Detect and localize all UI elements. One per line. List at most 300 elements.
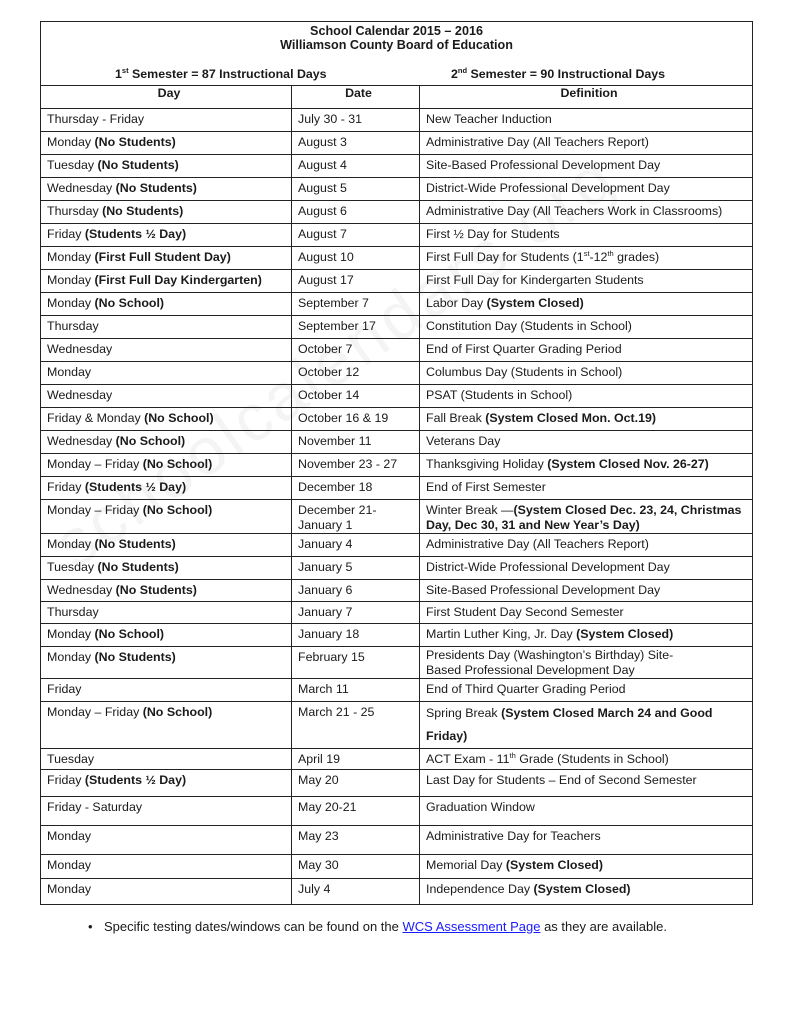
date-text: January 7 (298, 605, 353, 619)
table-row (41, 500, 753, 534)
table-row (41, 702, 753, 749)
definition-note: (System Closed March 24 and Good Friday) (426, 706, 713, 743)
definition-cell (420, 247, 753, 270)
definition-cell-text (426, 362, 752, 380)
date-cell (292, 557, 420, 580)
definition-cell (420, 534, 753, 557)
date-cell (292, 362, 420, 385)
day-cell-text (47, 293, 291, 311)
definition-text: Martin Luther King, Jr. Day (426, 627, 577, 641)
day-cell-text (47, 109, 291, 127)
title-cell (41, 22, 753, 86)
table-row (41, 385, 753, 408)
day-cell (41, 385, 292, 408)
date-text: May 20 (298, 773, 339, 787)
date-cell (292, 385, 420, 408)
table-row (41, 855, 753, 879)
definition-note: (System Closed) (533, 882, 631, 896)
definition-cell (420, 624, 753, 647)
day-cell-text (47, 385, 291, 403)
day-cell-text (47, 770, 291, 788)
definition-text: Independence Day (426, 882, 534, 896)
footer-note (88, 919, 667, 934)
definition-text: Grade (Students in School) (515, 752, 669, 766)
date-cell (292, 454, 420, 477)
day-cell-text (47, 362, 291, 380)
definition-text: Presidents Day (Washington’s Birthday) Site-Based Professional Development Day (426, 648, 674, 677)
date-text: March 11 (298, 682, 349, 696)
date-text: October 14 (298, 388, 360, 402)
definition-text: Administrative Day (All Teachers Report) (426, 537, 649, 551)
day-cell (41, 454, 292, 477)
definition-text: PSAT (Students in School) (426, 388, 573, 402)
table-row (41, 879, 753, 905)
table-row (41, 770, 753, 797)
definition-cell (420, 316, 753, 339)
day-cell (41, 702, 292, 749)
calendar-table (40, 21, 753, 905)
day-text: Monday (47, 829, 92, 843)
definition-cell-text (426, 385, 752, 403)
day-cell (41, 500, 292, 534)
definition-text: grades) (613, 250, 660, 264)
day-note: (No School) (94, 627, 165, 641)
date-text: August 4 (298, 158, 347, 172)
day-text: Tuesday (47, 752, 95, 766)
table-row (41, 362, 753, 385)
date-cell (292, 408, 420, 431)
definition-cell (420, 702, 753, 749)
title-row (41, 22, 753, 86)
day-note: (No School) (115, 434, 186, 448)
day-cell (41, 109, 292, 132)
definition-cell (420, 270, 753, 293)
definition-text: Administrative Day (All Teachers Work in Classrooms) (426, 204, 723, 218)
definition-cell-text (426, 534, 752, 552)
definition-text: First Full Day for Kindergarten Students (426, 273, 644, 287)
definition-note: (System Closed Dec. 23, 24, Christmas Day, Dec 30, 31 and New Year’s Day) (426, 503, 742, 532)
definition-text: Columbus Day (Students in School) (426, 365, 623, 379)
date-text: May 30 (298, 858, 339, 872)
day-cell-text (47, 155, 291, 173)
day-note: (Students ½ Day) (84, 773, 187, 787)
column-header-day: Day (41, 86, 292, 109)
day-cell (41, 270, 292, 293)
day-cell (41, 879, 292, 905)
wcs-assessment-page-link[interactable]: WCS Assessment Page (402, 919, 541, 934)
definition-note: (System Closed Mon. Oct.19) (485, 411, 656, 425)
day-note: (No School) (94, 296, 165, 310)
date-text: May 23 (298, 829, 339, 843)
date-cell (292, 879, 420, 905)
definition-text: Administrative Day (All Teachers Report) (426, 135, 649, 149)
day-cell (41, 132, 292, 155)
definition-cell (420, 201, 753, 224)
date-text: July 30 - 31 (298, 112, 363, 126)
definition-cell-text (426, 602, 752, 620)
day-text: Monday – Friday (47, 503, 143, 517)
definition-cell (420, 749, 753, 770)
table-row (41, 270, 753, 293)
definition-cell (420, 454, 753, 477)
day-note: (No Students) (97, 560, 179, 574)
table-row (41, 647, 753, 679)
definition-text: End of Third Quarter Grading Period (426, 682, 626, 696)
calendar-subtitle: Williamson County Board of Education (280, 38, 513, 52)
date-text: December 21- January 1 (298, 503, 377, 532)
definition-cell (420, 385, 753, 408)
table-row (41, 201, 753, 224)
date-cell (292, 679, 420, 702)
date-text: September 17 (298, 319, 376, 333)
definition-text: First Student Day Second Semester (426, 605, 624, 619)
definition-cell-text (426, 797, 752, 815)
date-cell (292, 477, 420, 500)
definition-cell-text (426, 408, 752, 426)
day-cell-text (47, 826, 291, 844)
definition-note: (System Closed Nov. 26-27) (547, 457, 709, 471)
definition-cell (420, 132, 753, 155)
day-cell (41, 362, 292, 385)
day-note: (Students ½ Day) (84, 480, 187, 494)
day-note: (No Students) (115, 181, 197, 195)
table-row (41, 247, 753, 270)
definition-cell-text (426, 477, 752, 495)
day-text: Thursday - Friday (47, 112, 145, 126)
definition-text: First Full Day for Students (1 (426, 250, 584, 264)
definition-cell (420, 431, 753, 454)
day-cell (41, 580, 292, 602)
day-text: Monday – Friday (47, 457, 143, 471)
day-cell-text (47, 797, 291, 815)
definition-cell (420, 500, 753, 534)
day-text: Friday & Monday (47, 411, 145, 425)
date-cell (292, 602, 420, 624)
day-text: Friday (47, 227, 85, 241)
day-note: (First Full Student Day) (94, 250, 231, 264)
definition-cell-text (426, 247, 752, 265)
day-cell (41, 602, 292, 624)
ordinal-suffix: th (509, 751, 516, 760)
day-cell-text (47, 602, 291, 620)
day-cell-text (47, 580, 291, 598)
date-text: May 20-21 (298, 800, 357, 814)
table-row (41, 109, 753, 132)
day-cell-text (47, 339, 291, 357)
date-cell (292, 431, 420, 454)
table-row (41, 624, 753, 647)
column-header-date: Date (292, 86, 420, 109)
day-cell (41, 557, 292, 580)
semester-1-suffix: st (121, 66, 129, 75)
definition-cell-text (426, 580, 752, 598)
day-text: Wednesday (47, 342, 113, 356)
date-text: October 16 & 19 (298, 411, 389, 425)
day-text: Monday (47, 882, 92, 896)
definition-text: Veterans Day (426, 434, 501, 448)
table-row (41, 557, 753, 580)
day-note: (First Full Day Kindergarten) (94, 273, 262, 287)
definition-text: Memorial Day (426, 858, 506, 872)
definition-cell (420, 826, 753, 855)
day-note: (No School) (142, 457, 213, 471)
day-text: Tuesday (47, 560, 98, 574)
definition-cell (420, 580, 753, 602)
definition-text: Constitution Day (Students in School) (426, 319, 632, 333)
day-text: Friday (47, 480, 85, 494)
definition-cell-text (426, 500, 752, 533)
day-cell-text (47, 247, 291, 265)
day-cell (41, 224, 292, 247)
definition-cell-text (426, 293, 752, 311)
definition-cell (420, 879, 753, 905)
day-text: Thursday (47, 204, 103, 218)
definition-cell-text (426, 647, 686, 678)
day-cell-text (47, 408, 291, 426)
day-cell (41, 770, 292, 797)
table-row (41, 408, 753, 431)
date-cell (292, 270, 420, 293)
semester-1-text: Semester = 87 Instructional Days (128, 67, 327, 81)
bullet-icon: • (88, 919, 93, 934)
date-text: January 18 (298, 627, 360, 641)
definition-cell (420, 679, 753, 702)
definition-text: Administrative Day for Teachers (426, 829, 601, 843)
definition-cell-text (426, 826, 752, 844)
day-text: Monday (47, 858, 92, 872)
definition-cell-text (426, 770, 752, 788)
definition-text: Site-Based Professional Development Day (426, 583, 661, 597)
date-text: August 7 (298, 227, 347, 241)
ordinal-suffix: st (583, 249, 590, 258)
definition-text: Fall Break (426, 411, 486, 425)
definition-cell-text (426, 155, 752, 173)
date-text: November 23 - 27 (298, 457, 398, 471)
table-row (41, 132, 753, 155)
day-cell-text (47, 224, 291, 242)
definition-cell (420, 339, 753, 362)
day-note: (No Students) (94, 537, 176, 551)
table-row (41, 826, 753, 855)
ordinal-suffix: th (607, 249, 614, 258)
definition-text: District-Wide Professional Development Day (426, 181, 670, 195)
date-text: January 5 (298, 560, 353, 574)
definition-cell-text (426, 224, 752, 242)
date-cell (292, 855, 420, 879)
definition-text: District-Wide Professional Development Day (426, 560, 670, 574)
definition-cell (420, 602, 753, 624)
day-cell-text (47, 431, 291, 449)
table-row (41, 224, 753, 247)
date-text: December 18 (298, 480, 373, 494)
date-cell (292, 647, 420, 679)
day-note: (Students ½ Day) (84, 227, 187, 241)
date-cell (292, 749, 420, 770)
date-cell (292, 826, 420, 855)
day-text: Thursday (47, 319, 99, 333)
date-cell (292, 624, 420, 647)
definition-cell-text (426, 679, 752, 697)
day-cell (41, 679, 292, 702)
date-cell (292, 109, 420, 132)
definition-text: End of First Quarter Grading Period (426, 342, 622, 356)
footer-text-before: Specific testing dates/windows can be found on the (104, 919, 403, 934)
day-text: Monday – Friday (47, 705, 143, 719)
date-text: January 6 (298, 583, 353, 597)
definition-cell (420, 178, 753, 201)
day-cell (41, 201, 292, 224)
definition-cell-text (426, 855, 752, 873)
definition-text: New Teacher Induction (426, 112, 552, 126)
definition-text: -12 (589, 250, 608, 264)
day-cell (41, 247, 292, 270)
table-row (41, 316, 753, 339)
date-cell (292, 201, 420, 224)
table-row (41, 431, 753, 454)
definition-note: (System Closed) (505, 858, 603, 872)
day-text: Monday (47, 273, 95, 287)
definition-cell (420, 477, 753, 500)
day-text: Wednesday (47, 583, 116, 597)
definition-text: Graduation Window (426, 800, 535, 814)
definition-cell (420, 224, 753, 247)
date-text: August 3 (298, 135, 347, 149)
semester-1-ordinal: 1 (115, 67, 122, 81)
day-text: Friday (47, 773, 85, 787)
day-note: (No Students) (97, 158, 179, 172)
table-row (41, 293, 753, 316)
column-header-definition: Definition (420, 86, 753, 109)
day-text: Tuesday (47, 158, 98, 172)
day-cell (41, 431, 292, 454)
definition-note: (System Closed) (486, 296, 584, 310)
definition-text: End of First Semester (426, 480, 546, 494)
date-cell (292, 770, 420, 797)
day-cell (41, 408, 292, 431)
day-cell (41, 534, 292, 557)
definition-note: (System Closed) (576, 627, 674, 641)
date-text: August 6 (298, 204, 347, 218)
day-cell-text (47, 624, 291, 642)
day-text: Monday (47, 627, 95, 641)
day-note: (No School) (144, 411, 214, 425)
definition-text: ACT Exam - 11 (426, 752, 510, 766)
day-cell (41, 749, 292, 770)
date-cell (292, 293, 420, 316)
day-cell-text (47, 316, 291, 334)
date-cell (292, 702, 420, 749)
date-text: November 11 (298, 434, 372, 448)
column-header-row (41, 86, 753, 109)
day-cell-text (47, 879, 291, 897)
definition-cell-text (426, 431, 752, 449)
day-text: Monday (47, 365, 92, 379)
day-cell (41, 624, 292, 647)
definition-cell-text (426, 454, 752, 472)
definition-cell (420, 647, 753, 679)
day-cell-text (47, 132, 291, 150)
definition-cell (420, 408, 753, 431)
definition-cell-text (426, 132, 752, 150)
day-text: Monday (47, 537, 95, 551)
definition-text: First ½ Day for Students (426, 227, 560, 241)
day-cell (41, 293, 292, 316)
day-note: (No Students) (94, 650, 176, 664)
definition-cell (420, 557, 753, 580)
definition-cell-text (426, 316, 752, 334)
date-text: July 4 (298, 882, 331, 896)
definition-cell (420, 797, 753, 826)
definition-text: Site-Based Professional Development Day (426, 158, 661, 172)
definition-cell (420, 109, 753, 132)
day-text: Thursday (47, 605, 99, 619)
day-cell (41, 855, 292, 879)
date-text: August 5 (298, 181, 347, 195)
day-cell (41, 339, 292, 362)
definition-cell (420, 770, 753, 797)
definition-cell-text (426, 624, 752, 642)
table-row (41, 454, 753, 477)
day-cell (41, 316, 292, 339)
day-cell-text (47, 557, 291, 575)
date-cell (292, 178, 420, 201)
day-note: (No Students) (115, 583, 197, 597)
day-cell-text (47, 454, 291, 472)
table-row (41, 477, 753, 500)
day-text: Wednesday (47, 388, 113, 402)
day-text: Friday - Saturday (47, 800, 143, 814)
day-cell (41, 826, 292, 855)
definition-cell (420, 362, 753, 385)
day-note: (No School) (142, 503, 213, 517)
day-note: (No Students) (102, 204, 184, 218)
table-row (41, 797, 753, 826)
table-row (41, 155, 753, 178)
date-text: August 17 (298, 273, 354, 287)
day-cell (41, 155, 292, 178)
semester-2-summary (451, 67, 665, 82)
day-cell-text (47, 178, 291, 196)
table-row (41, 580, 753, 602)
day-text: Wednesday (47, 181, 116, 195)
definition-cell-text (426, 702, 752, 748)
date-text: September 7 (298, 296, 369, 310)
semester-2-ordinal: 2 (451, 67, 458, 81)
definition-cell-text (426, 879, 752, 897)
date-text: March 21 - 25 (298, 705, 375, 719)
day-cell-text (47, 702, 291, 720)
semester-1-summary (115, 67, 327, 82)
definition-text: Winter Break — (426, 503, 514, 517)
day-text: Wednesday (47, 434, 116, 448)
day-cell-text (47, 270, 291, 288)
definition-cell (420, 293, 753, 316)
table-row (41, 749, 753, 770)
day-text: Monday (47, 250, 95, 264)
table-row (41, 178, 753, 201)
day-cell (41, 477, 292, 500)
day-cell-text (47, 647, 291, 665)
day-note: (No School) (142, 705, 213, 719)
date-cell (292, 797, 420, 826)
table-row (41, 339, 753, 362)
table-row (41, 534, 753, 557)
definition-text: Last Day for Students – End of Second Semester (426, 773, 697, 787)
date-text: August 10 (298, 250, 354, 264)
day-cell-text (47, 855, 291, 873)
day-cell (41, 647, 292, 679)
day-cell-text (47, 500, 291, 518)
